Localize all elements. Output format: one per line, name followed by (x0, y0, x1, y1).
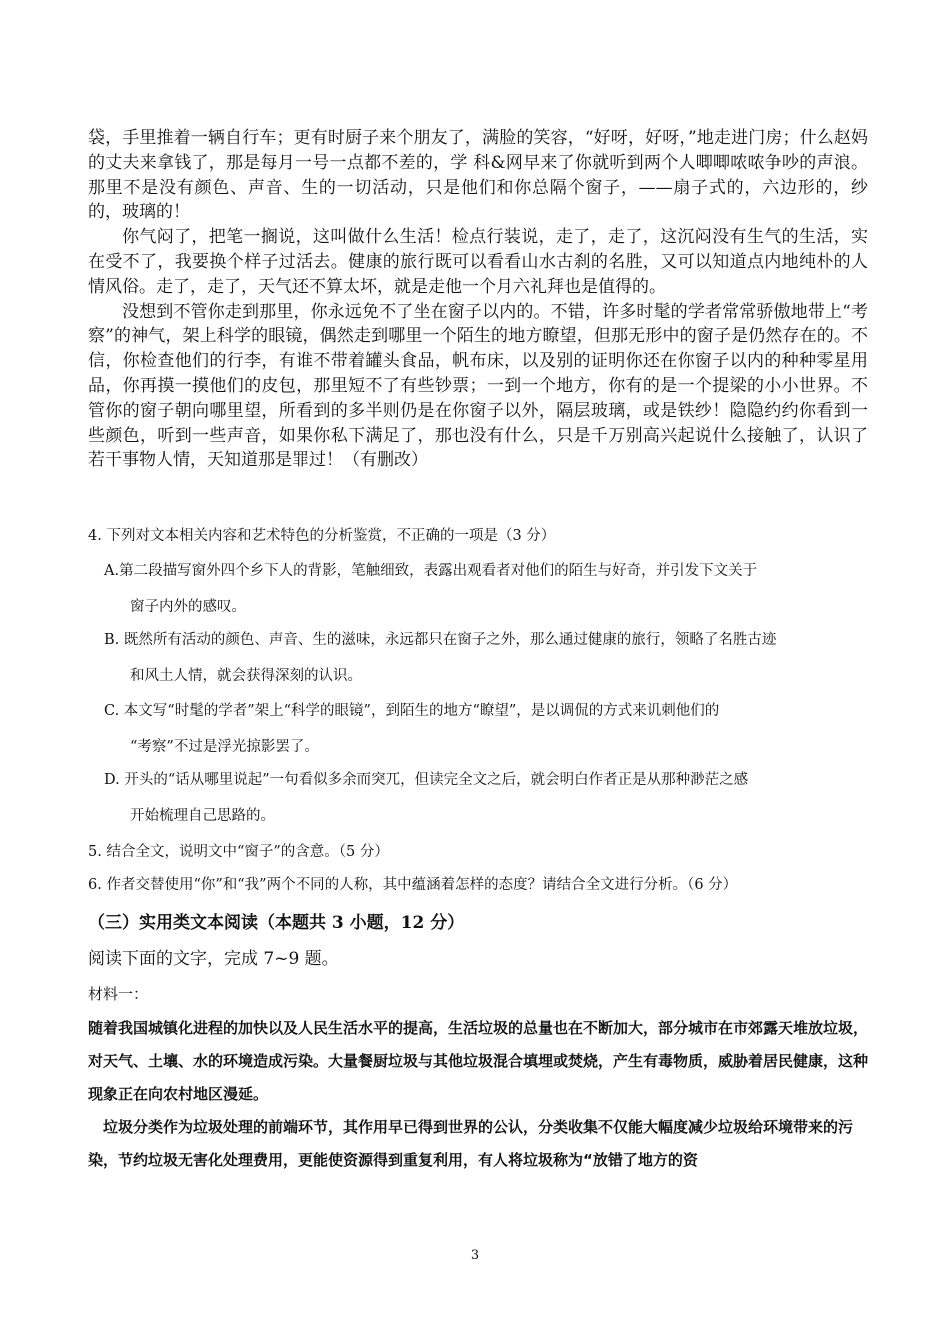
option-a-line1: A.第二段描写窗外四个乡下人的背影，笔触细致，表露出观看者对他们的陌生与好奇，并引发下文关于 (104, 563, 758, 579)
passage (88, 126, 868, 473)
option-c-line2: “考察”不过是浮光掠影罢了。 (130, 739, 319, 755)
section-3-intro: 阅读下面的文字，完成 7~9 题。 (88, 949, 339, 969)
material-1-body (88, 1012, 878, 1177)
question-4-stem: 4. 下列对文本相关内容和艺术特色的分析鉴赏，不正确的一项是（3 分） (88, 528, 556, 544)
page-number: 3 (470, 1248, 480, 1263)
option-b-line1: B. 既然所有活动的颜色、声音、生的滋味，永远都只在窗子之外，那么通过健康的旅行，领略了名胜古迹 (104, 632, 777, 648)
material-paragraph-1: 随着我国城镇化进程的加快以及人民生活水平的提高，生活垃圾的总量也在不断加大，部分城市在市郊露天堆放垃圾，对天气、土壤、水的环境造成污染。大量餐厨垃圾与其他垃圾混合填埋或焚烧，产生有毒物质，威胁着居民健康，这种现象正在向农村地区漫延。 (88, 1019, 869, 1103)
passage-paragraph-3: 没想到不管你走到那里，你永远免不了坐在窗子以内的。不错，许多时髦的学者常常骄傲地带上“考察”的神气，架上科学的眼镜，偶然走到哪里一个陌生的地方瞭望，但那无形中的窗子是仍然存在的。不信，你检查他们的行李，有谁不带着罐头食品，帆布床，以及别的证明你还在你窗子以内的种种零星用品，你再摸一摸他们的皮包，那里短不了有些钞票；一到一个地方，你有的是一个提梁的小小世界。不管你的窗子朝向哪里望，所看到的多半则仍是在你窗子以外，隔层玻璃，或是铁纱！隐隐约约你看到一些颜色，听到一些声音，如果你私下满足了，那也没有什么，只是千万别高兴起说什么接触了，认识了若干事物人情，天知道那是罪过！（有删改） (88, 301, 868, 471)
passage-paragraph-1: 袋，手里推着一辆自行车；更有时厨子来个朋友了，满脸的笑容，“好呀，好呀，”地走进门房；什么赵妈的丈夫来拿钱了，那是每月一号一点都不差的，学 科&网早来了你就听到两个人唧唧哝哝争吵的声浪。那里不是没有颜色、声音、生的一切活动，只是他们和你总隔个窗子，——扇子式的，六边形的，纱的，玻璃的！ (88, 128, 868, 223)
section-3-title: （三）实用类文本阅读（本题共 3 小题，12 分） (88, 913, 465, 933)
option-b-line2: 和风土人情，就会获得深刻的认识。 (130, 668, 362, 684)
option-d-line1: D. 开头的“话从哪里说起”一句看似多余而突兀，但读完全文之后，就会明白作者正是从那种渺茫之感 (104, 772, 749, 788)
question-6: 6. 作者交替使用“你”和“我”两个不同的人称，其中蕴涵着怎样的态度？请结合全文进行分析。（6 分） (88, 877, 738, 893)
material-1-label: 材料一： (88, 985, 149, 1003)
option-a-line2: 窗子内外的感叹。 (130, 599, 246, 615)
option-c-line1: C. 本文写“时髦的学者”架上“科学的眼镜”，到陌生的地方“瞭望”，是以调侃的方式来讥刺他们的 (104, 703, 720, 719)
material-paragraph-2: 垃圾分类作为垃圾处理的前端环节，其作用早已得到世界的公认，分类收集不仅能大幅度减少垃圾给环境带来的污染，节约垃圾无害化处理费用，更能使资源得到重复利用，有人将垃圾称为“放错了地方的资 (88, 1118, 854, 1169)
question-5: 5. 结合全文，说明文中“窗子”的含意。（5 分） (88, 844, 389, 860)
passage-paragraph-2: 你气闷了，把笔一搁说，这叫做什么生活！检点行装说，走了，走了，这沉闷没有生气的生活，实在受不了，我要换个样子过活去。健康的旅行既可以看看山水古刹的名胜，又可以知道点内地纯朴的人情风俗。走了，走了，天气还不算太坏，就是走他一个月六礼拜也是值得的。 (88, 227, 868, 297)
option-d-line2: 开始梳理自己思路的。 (130, 808, 275, 824)
